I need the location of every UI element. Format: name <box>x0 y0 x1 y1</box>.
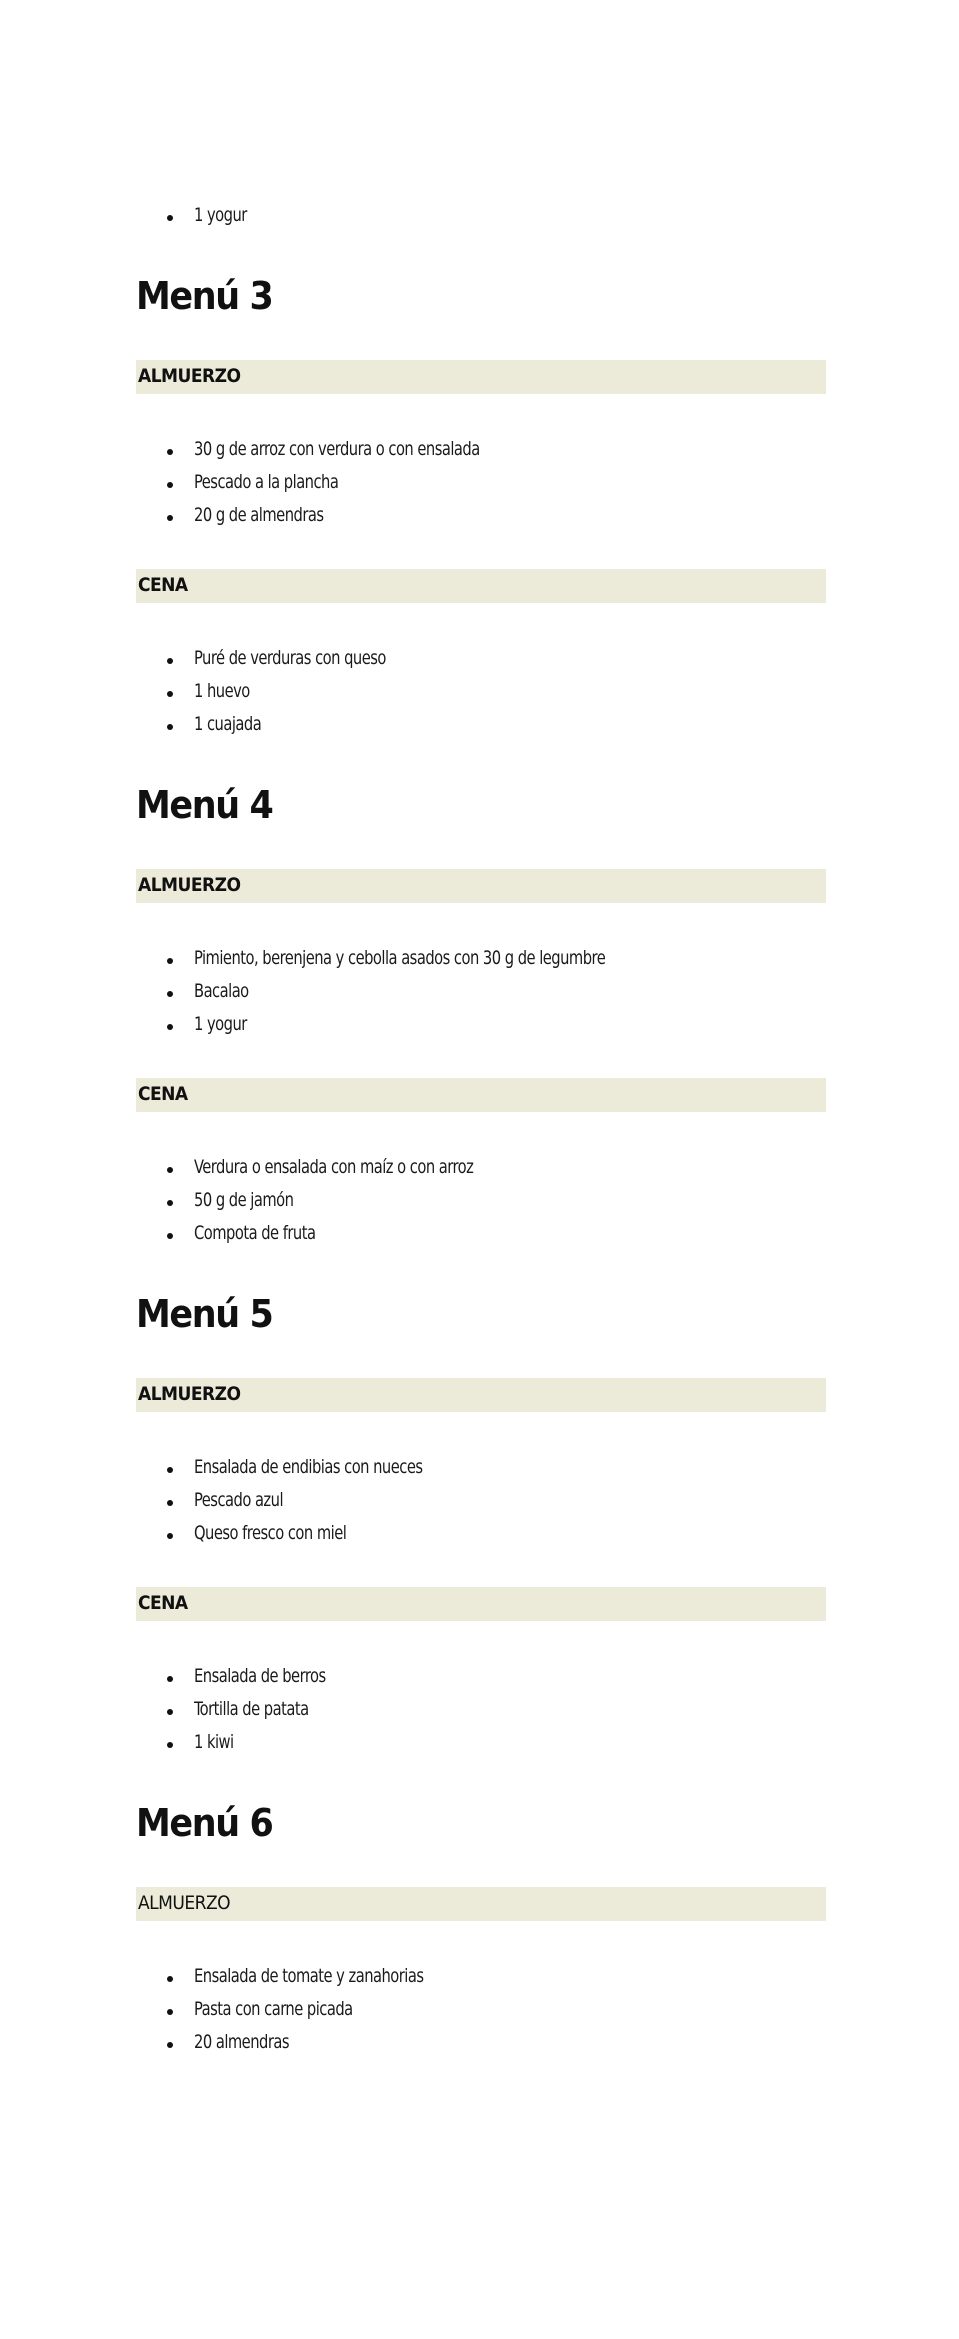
list-item: 30 g de arroz con verdura o con ensalada <box>194 438 480 460</box>
list-item: Compota de fruta <box>194 1222 316 1244</box>
list-item: 20 g de almendras <box>194 504 324 526</box>
bullet <box>167 1976 173 1982</box>
list-item: Verdura o ensalada con maíz o con arroz <box>194 1156 474 1178</box>
section-header-cena <box>136 1587 826 1621</box>
bullet <box>167 2042 173 2048</box>
bullet <box>167 215 173 221</box>
bullet <box>167 724 173 730</box>
list-item: Pasta con carne picada <box>194 1998 353 2020</box>
bullet <box>167 482 173 488</box>
bullet <box>167 1676 173 1682</box>
list-item: Pescado azul <box>194 1489 284 1511</box>
list-item: Tortilla de patata <box>194 1698 309 1720</box>
section-header-cena <box>136 1078 826 1112</box>
section-header-almuerzo <box>136 869 826 903</box>
bullet <box>167 1200 173 1206</box>
bullet <box>167 691 173 697</box>
list-item: Ensalada de berros <box>194 1665 326 1687</box>
bullet <box>167 1233 173 1239</box>
section-label: ALMUERZO <box>138 365 241 387</box>
list-item: 50 g de jamón <box>194 1189 294 1211</box>
list-item: Pescado a la plancha <box>194 471 339 493</box>
bullet <box>167 658 173 664</box>
list-item: Pimiento, berenjena y cebolla asados con 30 g de legumbre <box>194 947 606 969</box>
bullet <box>167 1500 173 1506</box>
list-item: 20 almendras <box>194 2031 290 2053</box>
section-label: CENA <box>138 574 188 596</box>
list-item: Bacalao <box>194 980 249 1002</box>
list-item: 1 cuajada <box>194 713 262 735</box>
section-header-almuerzo <box>136 1887 826 1921</box>
list-item: 1 kiwi <box>194 1731 234 1753</box>
menu-title: Menú 5 <box>136 1292 273 1336</box>
list-item: Ensalada de tomate y zanahorias <box>194 1965 424 1987</box>
section-header-almuerzo <box>136 360 826 394</box>
bullet <box>167 1533 173 1539</box>
bullet <box>167 515 173 521</box>
bullet <box>167 1742 173 1748</box>
bullet <box>167 1467 173 1473</box>
list-item: Queso fresco con miel <box>194 1522 347 1544</box>
bullet <box>167 1024 173 1030</box>
bullet <box>167 1709 173 1715</box>
section-label: ALMUERZO <box>138 874 241 896</box>
list-item: Ensalada de endibias con nueces <box>194 1456 423 1478</box>
bullet <box>167 449 173 455</box>
menu-title: Menú 4 <box>136 783 273 827</box>
list-item: 1 yogur <box>194 1013 247 1035</box>
bullet <box>167 1167 173 1173</box>
bullet <box>167 991 173 997</box>
section-header-cena <box>136 569 826 603</box>
section-label: ALMUERZO <box>138 1383 241 1405</box>
section-label: CENA <box>138 1592 188 1614</box>
list-item: 1 huevo <box>194 680 250 702</box>
bullet <box>167 958 173 964</box>
menu-title: Menú 3 <box>136 274 273 318</box>
list-item: Puré de verduras con queso <box>194 647 386 669</box>
section-label: ALMUERZO <box>138 1892 231 1914</box>
list-item: 1 yogur <box>194 204 247 226</box>
menu-title: Menú 6 <box>136 1801 273 1845</box>
section-label: CENA <box>138 1083 188 1105</box>
bullet <box>167 2009 173 2015</box>
section-header-almuerzo <box>136 1378 826 1412</box>
